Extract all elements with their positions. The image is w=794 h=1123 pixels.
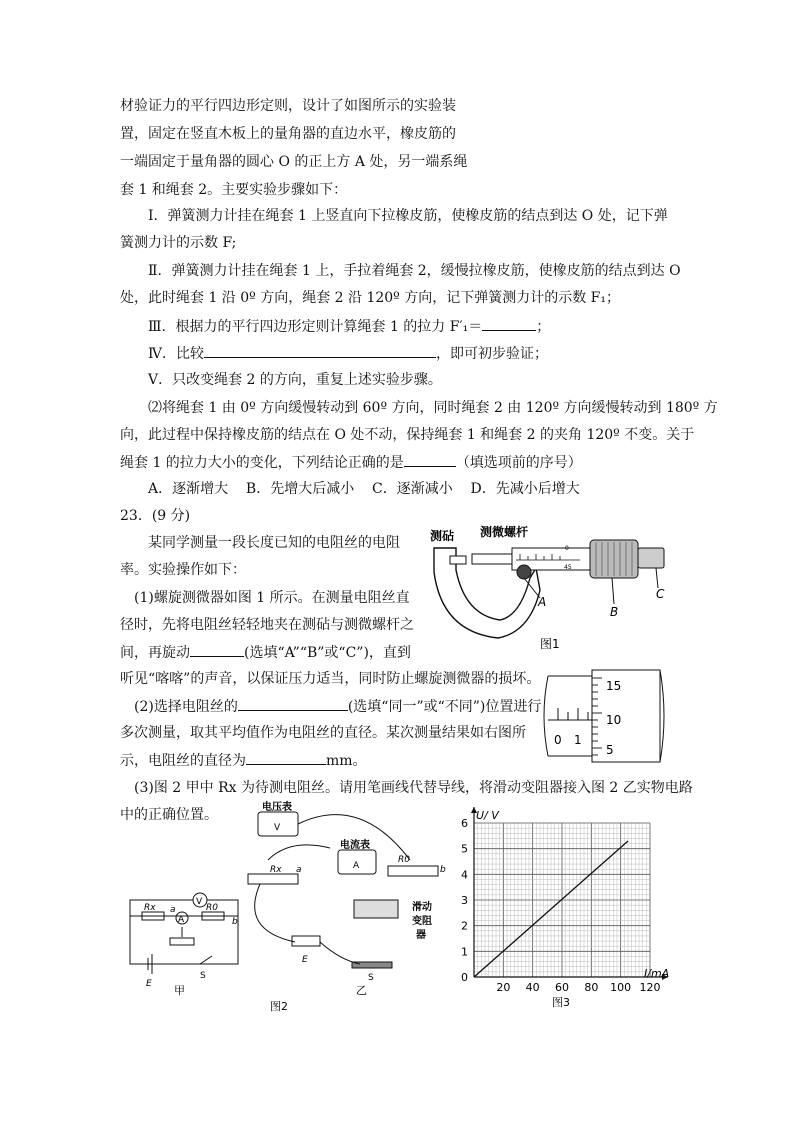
step-2-line-2: 处，此时绳套 1 沿 0º 方向，绳套 2 沿 120º 方向，记下弹簧测力计的示数 F₁； xyxy=(120,290,620,306)
real-a: a xyxy=(296,865,302,875)
fig3-caption: 图3 xyxy=(552,996,570,1009)
intro-line-2: 置，固定在竖直木板上的量角器的直边水平，橡皮筋的 xyxy=(120,126,456,142)
x-tick-label: 100 xyxy=(610,981,632,994)
q23-heading: 23．(9 分) xyxy=(120,508,191,524)
q23-para4-line2: 中的正确位置。 xyxy=(120,807,218,823)
q23-para2-line2: 径时，先将电阻丝轻轻地夹在测砧与测微螺杆之 xyxy=(120,617,414,633)
thimble-tick-15: 15 xyxy=(606,679,622,693)
anvil xyxy=(450,556,466,564)
label-C: C xyxy=(656,587,665,601)
schematic-E: E xyxy=(146,979,152,989)
micrometer-figure xyxy=(420,520,680,655)
step-1-line-2: 簧测力计的示数 F; xyxy=(120,235,237,251)
spindle xyxy=(472,554,512,564)
q2-line-1: ⑵将绳套 1 由 0º 方向缓慢转动到 60º 方向，同时绳套 2 由 120º 方向缓慢转动到 180º 方 xyxy=(148,400,718,416)
step-2-line-1: Ⅱ．弹簧测力计挂在绳套 1 上，手拉着绳套 2，缓慢拉橡皮筋，使橡皮筋的结点到达 O xyxy=(148,263,681,279)
intro-line-3: 一端固定于量角器的圆心 O 的正上方 A 处，另一端系绳 xyxy=(120,154,468,170)
x-tick-label: 40 xyxy=(525,981,540,994)
q23-para2-line1: (1)螺旋测微器如图 1 所示。在测量电阻丝直 xyxy=(134,590,410,606)
lock-A xyxy=(517,565,531,579)
circuit-figure xyxy=(120,800,460,1015)
q23-para1-line1: 某同学测量一段长度已知的电阻丝的电阻 xyxy=(148,535,400,551)
intro-line-4: 套 1 和绳套 2。主要实验步骤如下： xyxy=(120,182,348,198)
sleeve-scale-0: 0 xyxy=(565,545,569,552)
schematic-S: S xyxy=(200,971,206,981)
label-ammeter: 电流表 xyxy=(340,840,370,851)
answer-blank-diameter[interactable] xyxy=(246,750,326,765)
fig2-caption: 图2 xyxy=(270,1000,288,1013)
y-tick-label: 5 xyxy=(461,842,468,856)
x-tick-label: 120 xyxy=(639,981,661,994)
real-circuit-yi xyxy=(248,812,438,968)
thimble-tick-10: 10 xyxy=(606,713,622,727)
intro-line-1: 材验证力的平行四边形定则，设计了如图所示的实验装 xyxy=(120,98,456,114)
schematic-b: b xyxy=(232,917,238,927)
y-tick-label: 3 xyxy=(461,894,468,907)
schematic-Rx: Rx xyxy=(144,903,156,913)
graph-ylabel: U/ V xyxy=(476,809,499,822)
schematic-ammeter-A: A xyxy=(178,915,185,925)
label-rheostat-3: 器 xyxy=(416,930,426,941)
real-E: E xyxy=(302,955,308,965)
answer-blank-knob[interactable] xyxy=(190,642,244,657)
main-scale-1: 1 xyxy=(574,733,582,747)
ammeter-A: A xyxy=(353,861,360,871)
step-1-line-1: Ⅰ．弹簧测力计挂在绳套 1 上竖直向下拉橡皮筋，使橡皮筋的结点到达 O 处，记下弹 xyxy=(148,208,668,224)
q23-para3-line2: 多次测量，取其平均值作为电阻丝的直径。某次测量结果如右图所 xyxy=(120,725,526,741)
label-jia: 甲 xyxy=(174,984,185,997)
label-B: B xyxy=(610,605,619,619)
ui-graph xyxy=(440,805,680,1020)
label-rheostat-1: 滑动 xyxy=(412,902,432,913)
thimble-tick-5: 5 xyxy=(606,743,614,757)
label-yi: 乙 xyxy=(356,984,367,997)
label-anvil: 测砧 xyxy=(430,529,455,543)
y-tick-label: 6 xyxy=(461,817,468,830)
micrometer-reading-figure xyxy=(540,668,670,764)
graph-xlabel: I/mA xyxy=(644,967,670,980)
real-R0: R0 xyxy=(398,855,410,865)
label-A: A xyxy=(538,595,547,609)
x-tick-label: 60 xyxy=(555,981,569,994)
real-b: b xyxy=(440,865,446,875)
answer-blank-q2[interactable] xyxy=(404,452,456,467)
x-tick-label: 80 xyxy=(584,981,599,994)
y-tick-label: 1 xyxy=(461,945,468,959)
voltmeter-V: V xyxy=(274,823,281,833)
q2-line-3: 绳套 1 的拉力大小的变化，下列结论正确的是 （填选项前的序号） xyxy=(120,452,582,473)
q23-para3-line1: (2)选择电阻丝的 (选填“同一”或“不同”)位置进行 xyxy=(134,696,541,717)
q23-para4-line1: (3)图 2 甲中 Rx 为待测电阻丝。请用笔画线代替导线，将滑动变阻器接入图 2 乙实物电路 xyxy=(134,780,693,796)
schematic-a: a xyxy=(170,905,176,915)
step-4: Ⅳ．比较 ，即可初步验证； xyxy=(148,343,548,364)
q2-line-2: 向，此过程中保持橡皮筋的结点在 O 处不动，保持绳套 1 和绳套 2 的夹角 120º 不变。关于 xyxy=(120,427,695,443)
q2-options: A．逐渐增大 B．先增大后减小 C．逐渐减小 D．先减小后增大 xyxy=(148,481,580,497)
schematic-R0: R0 xyxy=(206,903,218,913)
x-tick-label: 20 xyxy=(496,981,511,994)
label-spindle: 测微螺杆 xyxy=(480,525,529,539)
answer-blank-compare[interactable] xyxy=(204,343,436,358)
q23-para3-line3: 示，电阻丝的直径为 mm。 xyxy=(120,750,367,771)
real-S: S xyxy=(368,973,374,983)
step-5: Ⅴ．只改变绳套 2 的方向，重复上述实验步骤。 xyxy=(148,372,442,388)
q23-para2-line3: 间，再旋动 (选填“A”“B”或“C”)，直到 xyxy=(120,642,411,663)
label-voltmeter: 电压表 xyxy=(262,802,292,813)
main-scale-0: 0 xyxy=(554,733,562,747)
label-rheostat-2: 变阻 xyxy=(412,916,432,927)
sleeve-scale-45: 45 xyxy=(564,564,572,571)
answer-blank-position[interactable] xyxy=(238,696,348,711)
q23-para1-line2: 率。实验操作如下： xyxy=(120,562,246,578)
ratchet-knob-C xyxy=(638,548,664,568)
schematic-voltmeter-V: V xyxy=(196,897,203,907)
fig1-caption: 图1 xyxy=(540,637,560,651)
answer-blank-f1[interactable] xyxy=(482,316,536,331)
real-Rx: Rx xyxy=(270,865,282,875)
y-tick-label: 4 xyxy=(461,868,468,882)
y-tick-label: 2 xyxy=(461,919,468,933)
y-tick-label: 0 xyxy=(461,971,468,984)
q23-para2-line4: 听见“喀喀”的声音，以保证压力适当，同时防止螺旋测微器的损坏。 xyxy=(120,671,541,687)
step-3: Ⅲ．根据力的平行四边形定则计算绳套 1 的拉力 F′₁＝ ； xyxy=(148,316,550,337)
